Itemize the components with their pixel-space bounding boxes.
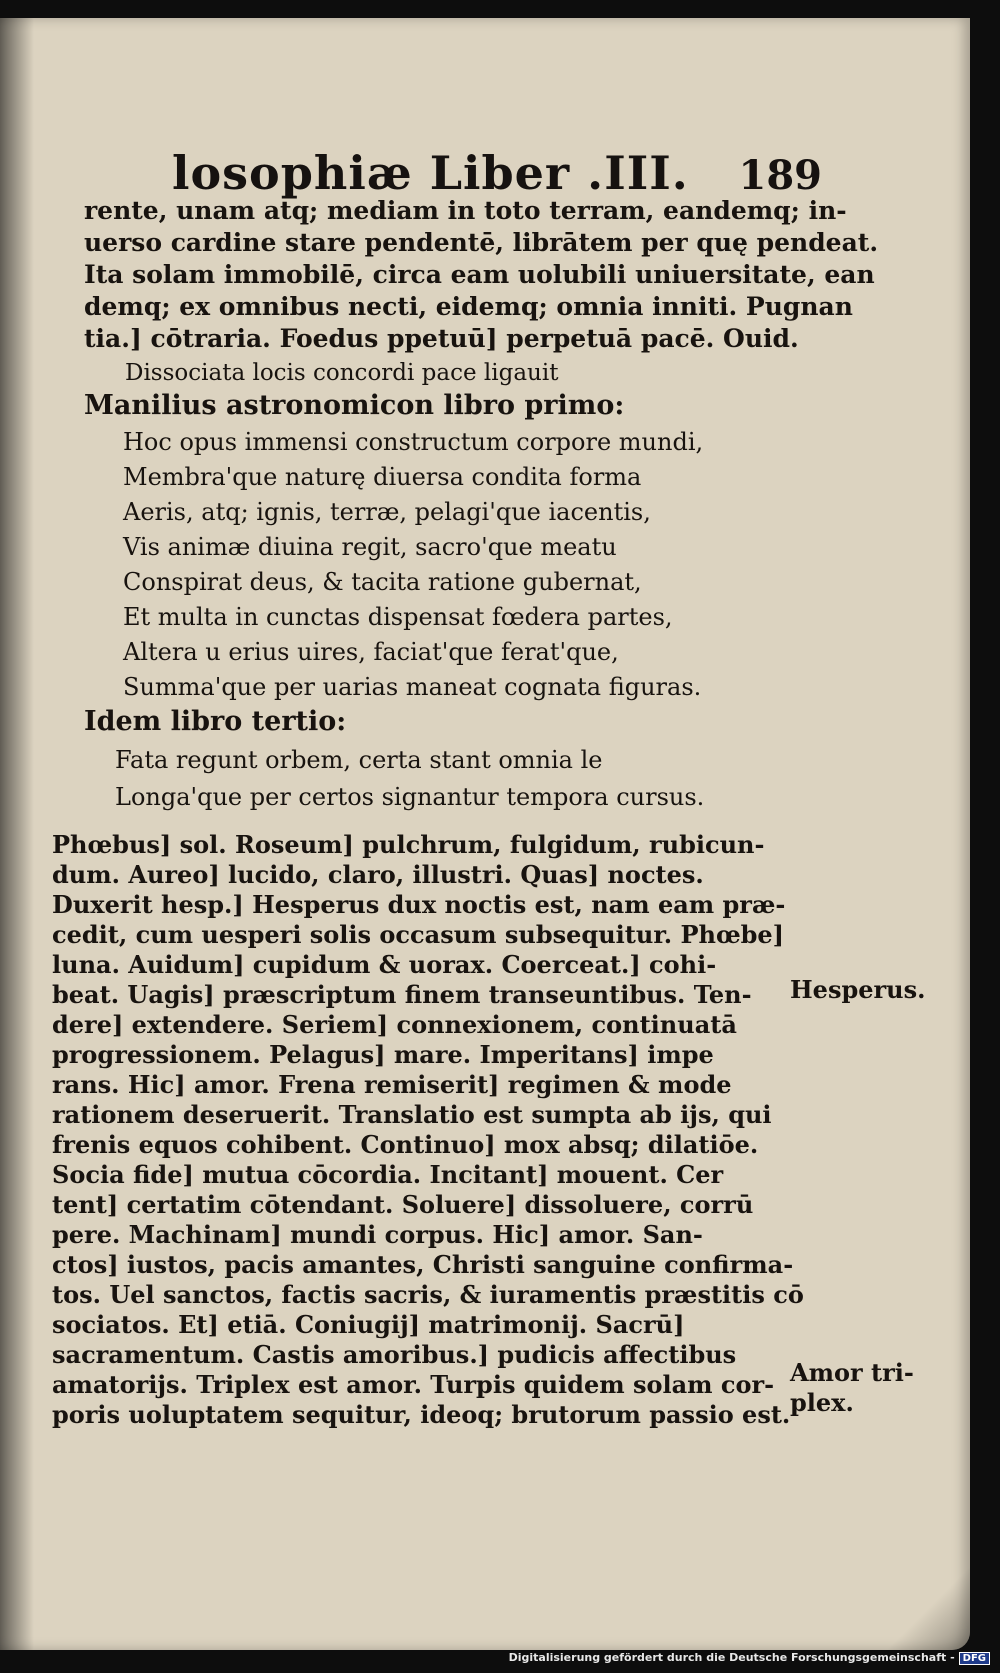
note-line: sacramentum. Castis amoribus.] pudicis affectibus bbox=[52, 1340, 737, 1369]
gutter-shadow bbox=[0, 18, 34, 1650]
note-line: Socia fide] mutua cōcordia. Incitant] mouent. Cer bbox=[52, 1160, 724, 1189]
marginal-note-amor: Amor tri- bbox=[790, 1358, 914, 1387]
note-line: cedit, cum uesperi solis occasum subsequitur. Phœbe] bbox=[52, 920, 785, 949]
note-line: pere. Machinam] mundi corpus. Hic] amor. San- bbox=[52, 1220, 703, 1249]
commentary-line: rente, unam atq; mediam in toto terram, eandemq; in- bbox=[84, 196, 847, 225]
verse-line: Altera u erius uires, faciat'que ferat'que, bbox=[123, 638, 619, 666]
verse-line: Hoc opus immensi constructum corpore mundi, bbox=[123, 428, 704, 456]
note-line: tent] certatim cōtendant. Soluere] dissoluere, corrū bbox=[52, 1190, 754, 1219]
commentary-line: uerso cardine stare pendentē, librātem per quę pendeat. bbox=[84, 228, 879, 257]
note-line: dere] extendere. Seriem] connexionem, continuatā bbox=[52, 1010, 737, 1039]
page-corner-curl bbox=[850, 1560, 970, 1650]
verse-line: Vis animæ diuina regit, sacro'que meatu bbox=[123, 533, 617, 561]
note-line: frenis equos cohibent. Continuo] mox absq; dilatiōe. bbox=[52, 1130, 759, 1159]
idem-heading: Idem libro tertio: bbox=[84, 706, 347, 737]
verse-line: Et multa in cunctas dispensat fœdera partes, bbox=[123, 603, 673, 631]
manilius-heading: Manilius astronomicon libro primo: bbox=[84, 390, 625, 421]
note-line: rans. Hic] amor. Frena remiserit] regimen & mode bbox=[52, 1070, 732, 1099]
page-number: 189 bbox=[738, 152, 822, 199]
note-line: dum. Aureo] lucido, claro, illustri. Quas] noctes. bbox=[52, 860, 704, 889]
commentary-line: tia.] cōtraria. Foedus ppetuū] perpetuā pacē. Ouid. bbox=[84, 324, 799, 353]
note-line: sociatos. Et] etiā. Coniugij] matrimonij. Sacrū] bbox=[52, 1310, 685, 1339]
digitization-credit bbox=[509, 1651, 990, 1667]
verse-line: Longa'que per certos signantur tempora cursus. bbox=[115, 783, 705, 811]
note-line: rationem deseruerit. Translatio est sumpta ab ijs, qui bbox=[52, 1100, 772, 1129]
verse-line: Aeris, atq; ignis, terræ, pelagi'que iacentis, bbox=[123, 498, 651, 526]
commentary-line: demq; ex omnibus necti, eidemq; omnia inniti. Pugnan bbox=[84, 292, 853, 321]
note-line: poris uoluptatem sequitur, ideoq; brutorum passio est. bbox=[52, 1400, 791, 1429]
verse-line: Membra'que naturę diuersa condita forma bbox=[123, 463, 642, 491]
verse-line: Summa'que per uarias maneat cognata figuras. bbox=[123, 673, 702, 701]
note-line: tos. Uel sanctos, factis sacris, & iuramentis præstitis cō bbox=[52, 1280, 804, 1309]
marginal-note-hesperus: Hesperus. bbox=[790, 975, 926, 1004]
note-line: Phœbus] sol. Roseum] pulchrum, fulgidum, rubicun- bbox=[52, 830, 765, 859]
running-title: losophiæ Liber .III. bbox=[172, 146, 689, 200]
note-line: amatorijs. Triplex est amor. Turpis quidem solam cor- bbox=[52, 1370, 775, 1399]
book-page bbox=[0, 18, 970, 1650]
note-line: ctos] iustos, pacis amantes, Christi sanguine confirma- bbox=[52, 1250, 794, 1279]
marginal-note-amor-cont: plex. bbox=[790, 1388, 854, 1417]
verse-line: Fata regunt orbem, certa stant omnia le bbox=[115, 746, 603, 774]
note-line: Duxerit hesp.] Hesperus dux noctis est, nam eam præ- bbox=[52, 890, 786, 919]
note-line: progressionem. Pelagus] mare. Imperitans] impe bbox=[52, 1040, 714, 1069]
verse-line: Conspirat deus, & tacita ratione gubernat, bbox=[123, 568, 642, 596]
credit-text: Digitalisierung gefördert durch die Deutsche Forschungsgemeinschaft - bbox=[508, 1651, 955, 1664]
note-line: beat. Uagis] præscriptum finem transeuntibus. Ten- bbox=[52, 980, 752, 1009]
ovid-quote: Dissociata locis concordi pace ligauit bbox=[125, 360, 559, 386]
note-line: luna. Auidum] cupidum & uorax. Coerceat.] cohi- bbox=[52, 950, 717, 979]
commentary-line: Ita solam immobilē, circa eam uolubili uniuersitate, ean bbox=[84, 260, 875, 289]
dfg-logo: DFG bbox=[959, 1652, 990, 1665]
